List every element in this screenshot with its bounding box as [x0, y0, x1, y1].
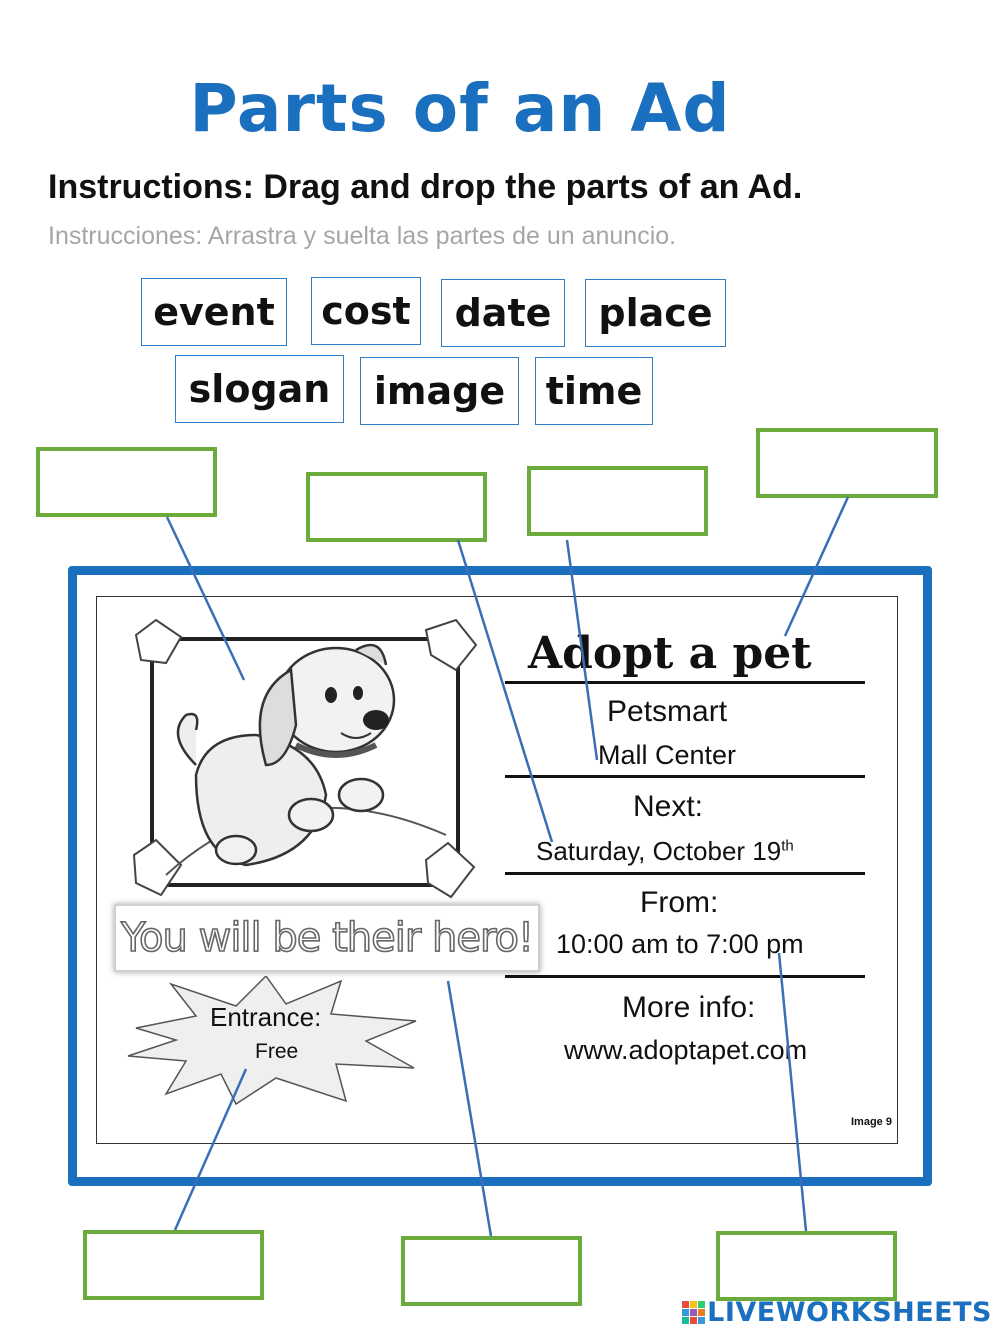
connector-line	[448, 981, 491, 1236]
place-detail: Mall Center	[598, 740, 737, 770]
time-label: From:	[640, 886, 719, 919]
connector-line	[779, 953, 806, 1231]
image-caption: Image 9	[851, 1116, 892, 1128]
date-value: Saturday, October 19th	[536, 836, 794, 866]
connector-line	[167, 517, 244, 680]
place-name: Petsmart	[607, 695, 728, 728]
instructions-en: Instructions: Drag and drop the parts of an Ad.	[48, 168, 803, 206]
instructions-es: Instrucciones: Arrastra y suelta las partes de un anuncio.	[48, 222, 677, 250]
date-label: Next:	[633, 790, 704, 823]
word-chip-image[interactable]: image	[360, 357, 519, 425]
word-chip-place[interactable]: place	[585, 279, 726, 347]
connector-line	[567, 540, 597, 760]
brand-logo	[681, 1297, 992, 1328]
word-chip-date[interactable]: date	[441, 279, 565, 347]
liveworksheets-icon	[681, 1300, 707, 1326]
word-chip-slogan[interactable]: slogan	[175, 355, 344, 423]
connector-line	[785, 497, 848, 636]
cost-label: Entrance:	[210, 1002, 322, 1032]
ad-heading: Adopt a pet	[528, 628, 812, 679]
page-title: Parts of an Ad	[189, 70, 731, 147]
connector-line	[175, 1069, 246, 1230]
connector-line	[458, 540, 552, 842]
word-chip-event[interactable]: event	[141, 278, 287, 346]
word-chip-cost[interactable]: cost	[311, 277, 421, 345]
word-chip-time[interactable]: time	[535, 357, 653, 425]
cost-value: Free	[255, 1040, 299, 1063]
time-value: 10:00 am to 7:00 pm	[556, 929, 804, 959]
info-label: More info:	[622, 991, 756, 1024]
slogan-text: You will be their hero!	[120, 915, 534, 961]
brand-text: LIVEWORKSHEETS	[707, 1297, 992, 1328]
info-value: www.adoptapet.com	[564, 1035, 808, 1065]
